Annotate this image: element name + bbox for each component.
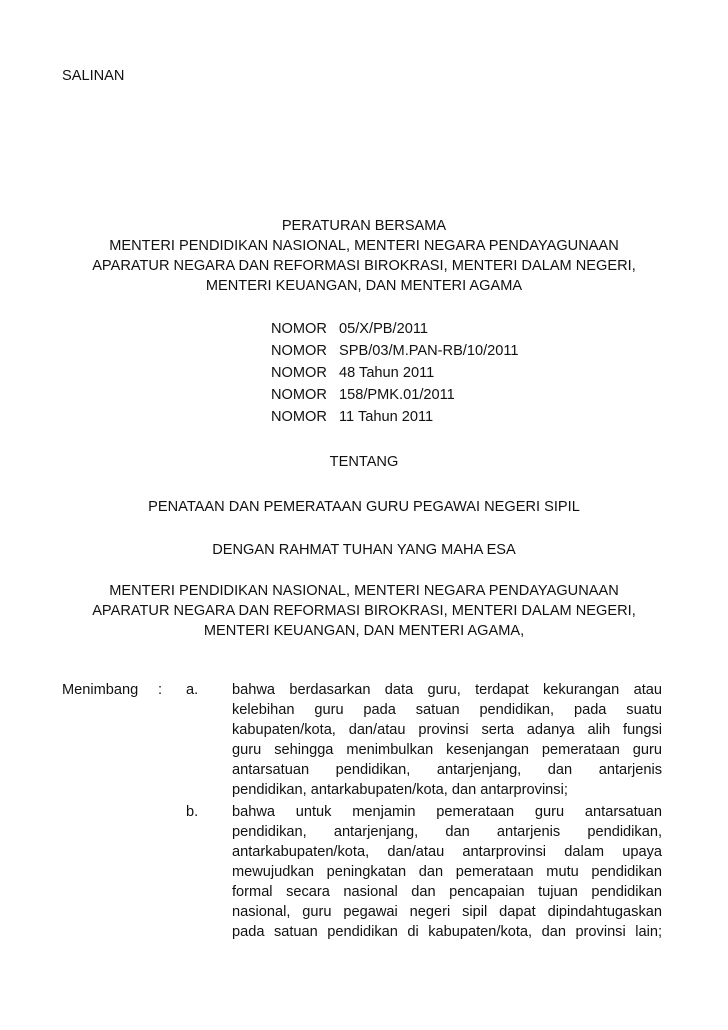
nomor-value: 158/PMK.01/2011	[339, 387, 455, 403]
nomor-row	[271, 362, 519, 384]
nomor-list	[271, 318, 519, 428]
item-letter: b.	[186, 804, 199, 820]
text-line: antarkabupaten/kota, dan/atau antarprovinsi dalam upaya	[232, 844, 662, 860]
menteri-line-3: MENTERI KEUANGAN, DAN MENTERI AGAMA,	[203, 623, 525, 639]
consideration-item-a	[62, 680, 670, 800]
nomor-value: 05/X/PB/2011	[339, 321, 428, 337]
text-line: kabupaten/kota, dan/atau provinsi serta adanya alih fungsi	[232, 722, 662, 738]
nomor-label: NOMOR	[271, 321, 327, 337]
item-letter: a.	[186, 682, 199, 698]
nomor-value: SPB/03/M.PAN-RB/10/2011	[339, 343, 519, 359]
text-line: bahwa untuk menjamin pemerataan guru antarsatuan	[232, 804, 662, 820]
text-line: pendidikan, antarjenjang, dan antarjenis pendidikan,	[232, 824, 662, 840]
text-line: pada satuan pendidikan di kabupaten/kota, dan provinsi lain;	[232, 924, 662, 940]
nomor-label: NOMOR	[271, 387, 327, 403]
text-line: nasional, guru pegawai negeri sipil dapat dipindahtugaskan	[232, 904, 662, 920]
nomor-row	[271, 384, 519, 406]
title-line-3: APARATUR NEGARA DAN REFORMASI BIROKRASI, MENTERI DALAM NEGERI,	[92, 258, 636, 274]
rahmat-heading: DENGAN RAHMAT TUHAN YANG MAHA ESA	[212, 542, 516, 558]
nomor-label: NOMOR	[271, 365, 327, 381]
nomor-row	[271, 340, 519, 362]
title-line-2: MENTERI PENDIDIKAN NASIONAL, MENTERI NEGARA PENDAYAGUNAAN	[109, 238, 619, 254]
nomor-value: 11 Tahun 2011	[339, 409, 434, 425]
salinan-label: SALINAN	[62, 68, 125, 84]
item-text	[232, 802, 662, 942]
nomor-label: NOMOR	[271, 409, 327, 425]
menteri-line-2: APARATUR NEGARA DAN REFORMASI BIROKRASI, MENTERI DALAM NEGERI,	[92, 603, 636, 619]
subject-heading: PENATAAN DAN PEMERATAAN GURU PEGAWAI NEGERI SIPIL	[148, 499, 580, 515]
text-line: mewujudkan peningkatan dan pemerataan mutu pendidikan	[232, 864, 662, 880]
nomor-row	[271, 406, 519, 428]
nomor-label: NOMOR	[271, 343, 327, 359]
nomor-value: 48 Tahun 2011	[339, 365, 435, 381]
menimbang-section	[62, 680, 670, 942]
regulation-title	[50, 216, 678, 296]
menimbang-colon: :	[158, 682, 163, 698]
text-line: formal secara nasional dan pencapaian tujuan pendidikan	[232, 884, 662, 900]
item-text	[232, 680, 662, 800]
text-line: guru sehingga menimbulkan kesenjangan pemerataan guru	[232, 742, 662, 758]
title-line-1: PERATURAN BERSAMA	[281, 218, 447, 234]
nomor-row	[271, 318, 519, 340]
title-line-4: MENTERI KEUANGAN, DAN MENTERI AGAMA	[205, 278, 523, 294]
consideration-item-b	[62, 802, 670, 942]
text-line: bahwa berdasarkan data guru, terdapat kekurangan atau	[232, 682, 662, 698]
text-line: kelebihan guru pada satuan pendidikan, pada suatu	[232, 702, 662, 718]
text-line: pendidikan, antarkabupaten/kota, dan antarprovinsi;	[232, 782, 568, 798]
menimbang-label: Menimbang	[62, 682, 139, 698]
text-line: antarsatuan pendidikan, antarjenjang, dan antarjenis	[232, 762, 662, 778]
menteri-heading	[50, 581, 678, 641]
tentang-heading: TENTANG	[329, 454, 399, 470]
menteri-line-1: MENTERI PENDIDIKAN NASIONAL, MENTERI NEGARA PENDAYAGUNAAN	[109, 583, 619, 599]
